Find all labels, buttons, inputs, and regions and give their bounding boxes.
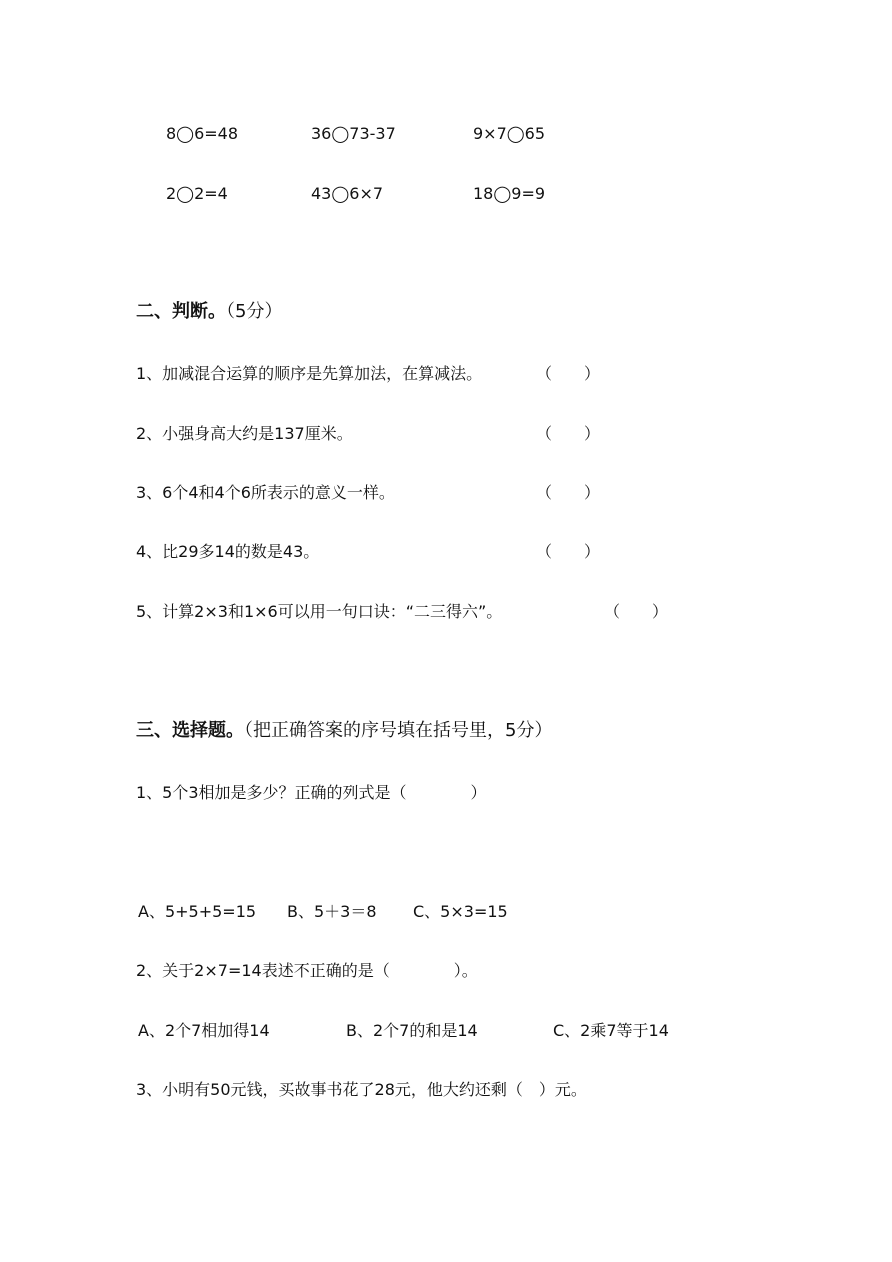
judge-question: 5、计算2×3和1×6可以用一句口诀：“二三得六”。 — [136, 602, 503, 621]
answer-blank[interactable]: （ ） — [536, 424, 601, 443]
section-title: 三、选择题。 — [136, 720, 244, 741]
answer-blank[interactable]: （ ） — [536, 542, 601, 561]
judge-question: 1、加减混合运算的顺序是先算加法，在算减法。 — [136, 364, 483, 383]
judge-question: 4、比29多14的数是43。 — [136, 542, 320, 561]
choice-option: A、2个7相加得14 — [138, 1021, 270, 1040]
choice-option: C、5×3=15 — [413, 902, 508, 921]
judge-question: 3、6个4和4个6所表示的意义一样。 — [136, 483, 395, 502]
choice-option: B、2个7的和是14 — [346, 1021, 478, 1040]
section-note: （把正确答案的序号填在括号里，5分） — [244, 720, 553, 741]
choice-option: A、5+5+5=15 — [138, 902, 257, 921]
section-title: 二、判断。 — [136, 301, 226, 322]
compare-item: 2◯2=4 — [166, 184, 228, 203]
compare-item: 43◯6×7 — [311, 184, 384, 203]
judge-question: 2、小强身高大约是137厘米。 — [136, 424, 353, 443]
choice-question: 1、5个3相加是多少？正确的列式是（ ） — [136, 783, 487, 802]
answer-blank[interactable]: （ ） — [536, 483, 601, 502]
compare-item: 9×7◯65 — [473, 124, 546, 143]
compare-item: 36◯73-37 — [311, 124, 396, 143]
answer-blank[interactable]: （ ） — [536, 364, 601, 383]
section-note: （5分） — [226, 301, 283, 322]
choice-question: 2、关于2×7=14表述不正确的是（ ）。 — [136, 961, 478, 980]
compare-item: 8◯6=48 — [166, 124, 239, 143]
choice-question: 3、小明有50元钱，买故事书花了28元，他大约还剩（ ）元。 — [136, 1080, 587, 1099]
choice-option: C、2乘7等于14 — [553, 1021, 669, 1040]
answer-blank[interactable]: （ ） — [604, 602, 669, 621]
section-heading — [136, 721, 552, 741]
choice-option: B、5＋3＝8 — [287, 902, 377, 921]
compare-item: 18◯9=9 — [473, 184, 546, 203]
section-heading — [136, 302, 282, 322]
